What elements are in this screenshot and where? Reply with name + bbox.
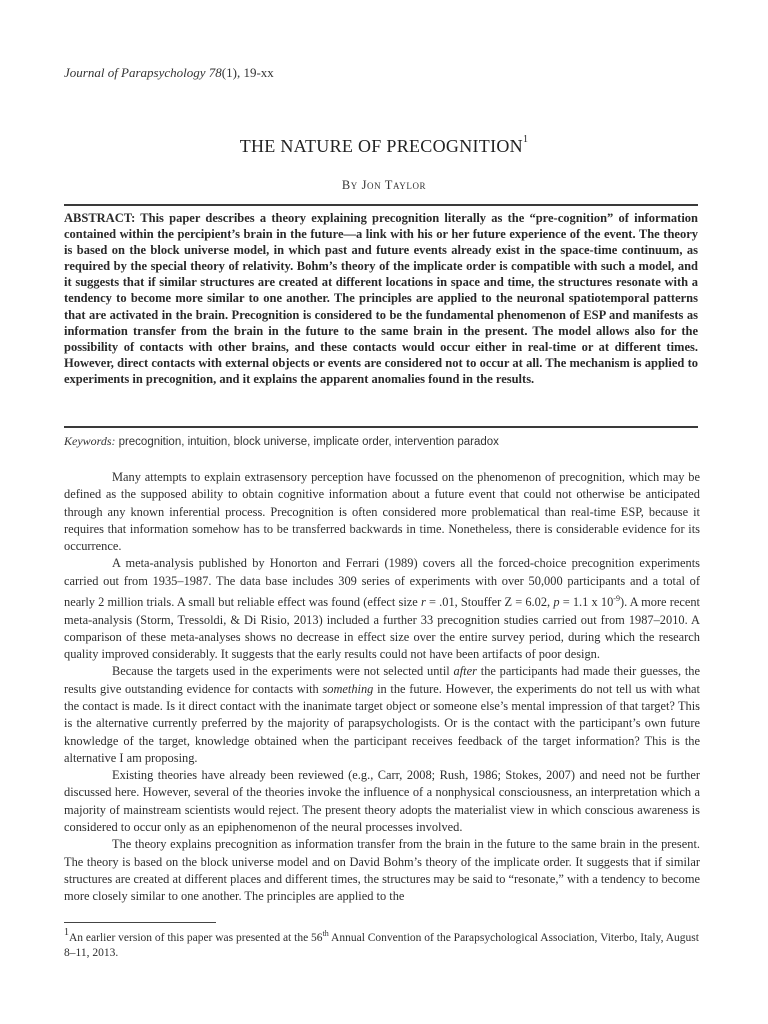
p2-exponent: -9 — [613, 594, 620, 604]
footnote-text-b: Annual Convention of the Parapsychological Association, Viterbo, Italy, August 8–11, 2013. — [64, 931, 699, 960]
footnote — [64, 926, 700, 962]
p3-text-a: Because the targets used in the experiments were not selected until — [112, 664, 454, 679]
paragraph-3 — [64, 663, 700, 767]
keywords-label: Keywords: — [64, 434, 116, 448]
p3-italic-after: after — [453, 664, 477, 679]
abstract: ABSTRACT: This paper describes a theory explaining precognition literally as the “pre-cognition” of information contained within the percipient’s brain in the future—a link with his or her future experience of the event. The theory is based on the block universe model, in which past and future events already exist in the space-time continuum, as required by the special theory of relativity. Bohm’s theory of the implicate order is compatible with such a model, and it suggests that if similar structures are created at different locations in space and time, the structures resonate with a tendency to become more similar to one another. The principles are applied to the neuronal spatiotemporal patterns that are activated in the brain. Precognition is considered to be the fundamental phenomenon of ESP and manifests as information transfer from the brain in the future to the same brain in the present. The model allows also for the possibility of contacts with other brains, and these contacts would occur either in real-time or at different times. However, direct contacts with external objects or events are considered not to occur at all. The mechanism is applied to experiments in precognition, and it explains the apparent anomalies found in the results. — [64, 211, 698, 386]
journal-name: Journal of Parapsychology — [64, 65, 206, 80]
keywords — [64, 434, 499, 449]
p2-text-b: = .01, Stouffer Z = 6.02, — [425, 595, 554, 610]
keywords-text: precognition, intuition, block universe, implicate order, intervention paradox — [118, 436, 499, 448]
footnote-rule — [64, 922, 216, 923]
paragraph-2 — [64, 555, 700, 663]
p2-text-d: ). A more recent meta-analysis (Storm, Tressoldi, & Di Risio, 2013) included a further 33 precognition studies carried out from 1987–2010. A comparison of these meta-analyses shows no decrease in effect size over the entire survey period, during which the research quality improved considerably. It suggests that the early results could not have been artifacts of poor design. — [64, 595, 700, 662]
footnote-text-a: An earlier version of this paper was presented at the 56 — [69, 931, 323, 944]
journal-citation — [64, 65, 274, 81]
title-footnote-mark: 1 — [522, 134, 529, 145]
paragraph-5: The theory explains precognition as information transfer from the brain in the future to the same brain in the present. The theory is based on the block universe model and on David Bohm’s theory of the implicate order. It suggests that if similar structures are created at different places and different times, the structures may be said to “resonate,” with a tendency to become more closely similar to one another. The principles are applied to the — [64, 837, 700, 904]
p2-text-a: A meta-analysis published by Honorton and Ferrari (1989) covers all the forced-choice precognition experiments carried out from 1935–1987. The data base includes 309 series of experiments with over 50,000 participants and a total of nearly 2 million trials. A small but reliable effect was found (effect size — [64, 556, 700, 610]
paper-title-text: THE NATURE OF PRECOGNITION — [239, 136, 523, 156]
p3-italic-something: something — [322, 681, 374, 696]
journal-issue-pages: (1), 19-xx — [221, 65, 274, 80]
paragraph-4: Existing theories have already been reviewed (e.g., Carr, 2008; Rush, 1986; Stokes, 2007) and need not be further discussed here. However, several of the theories invoke the influence of a nonphysical consciousness, an interpretation which a majority of mainstream scientists would reject. The present theory adopts the materialist view in which conscious awareness is considered to occur only as an epiphenomenon of the neural processes involved. — [64, 768, 700, 835]
paper-title — [0, 136, 768, 157]
abstract-bottom-rule — [64, 426, 698, 428]
abstract-top-rule — [64, 204, 698, 206]
p2-text-c: = 1.1 x 10 — [559, 595, 614, 610]
p3-text-b: the participants had made their guesses, the results give outstanding evidence for contacts with — [64, 664, 700, 696]
author-byline: By Jon Taylor — [341, 178, 427, 192]
p3-text-c: in the future. However, the experiments do not tell us with what the contact is made. Is it direct contact with the inanimate target object or someone else’s mental impression of that target? This is the alternative currently preferred by the majority of parapsychologists. Or is the contact with the participant’s own future knowledge of the target, knowledge obtained when the participant receives feedback of the target information? This is the alternative I am proposing. — [64, 681, 700, 765]
footnote-mark: 1 — [64, 927, 69, 938]
journal-volume: 78 — [208, 65, 222, 80]
body-text — [64, 469, 700, 906]
p2-italic-p: p — [553, 595, 560, 610]
p2-italic-r: r — [420, 595, 426, 610]
paragraph-1: Many attempts to explain extrasensory perception have focussed on the phenomenon of precognition, which may be defined as the supposed ability to obtain cognitive information about a future event that could not otherwise be anticipated through any known inferential process. Precognition is often considered more problematical than real-time ESP, because it requires that information somehow has to be transferred backwards in time. Nonetheless, there is considerable evidence for its occurrence. — [64, 470, 700, 554]
footnote-ordinal: th — [322, 929, 329, 938]
